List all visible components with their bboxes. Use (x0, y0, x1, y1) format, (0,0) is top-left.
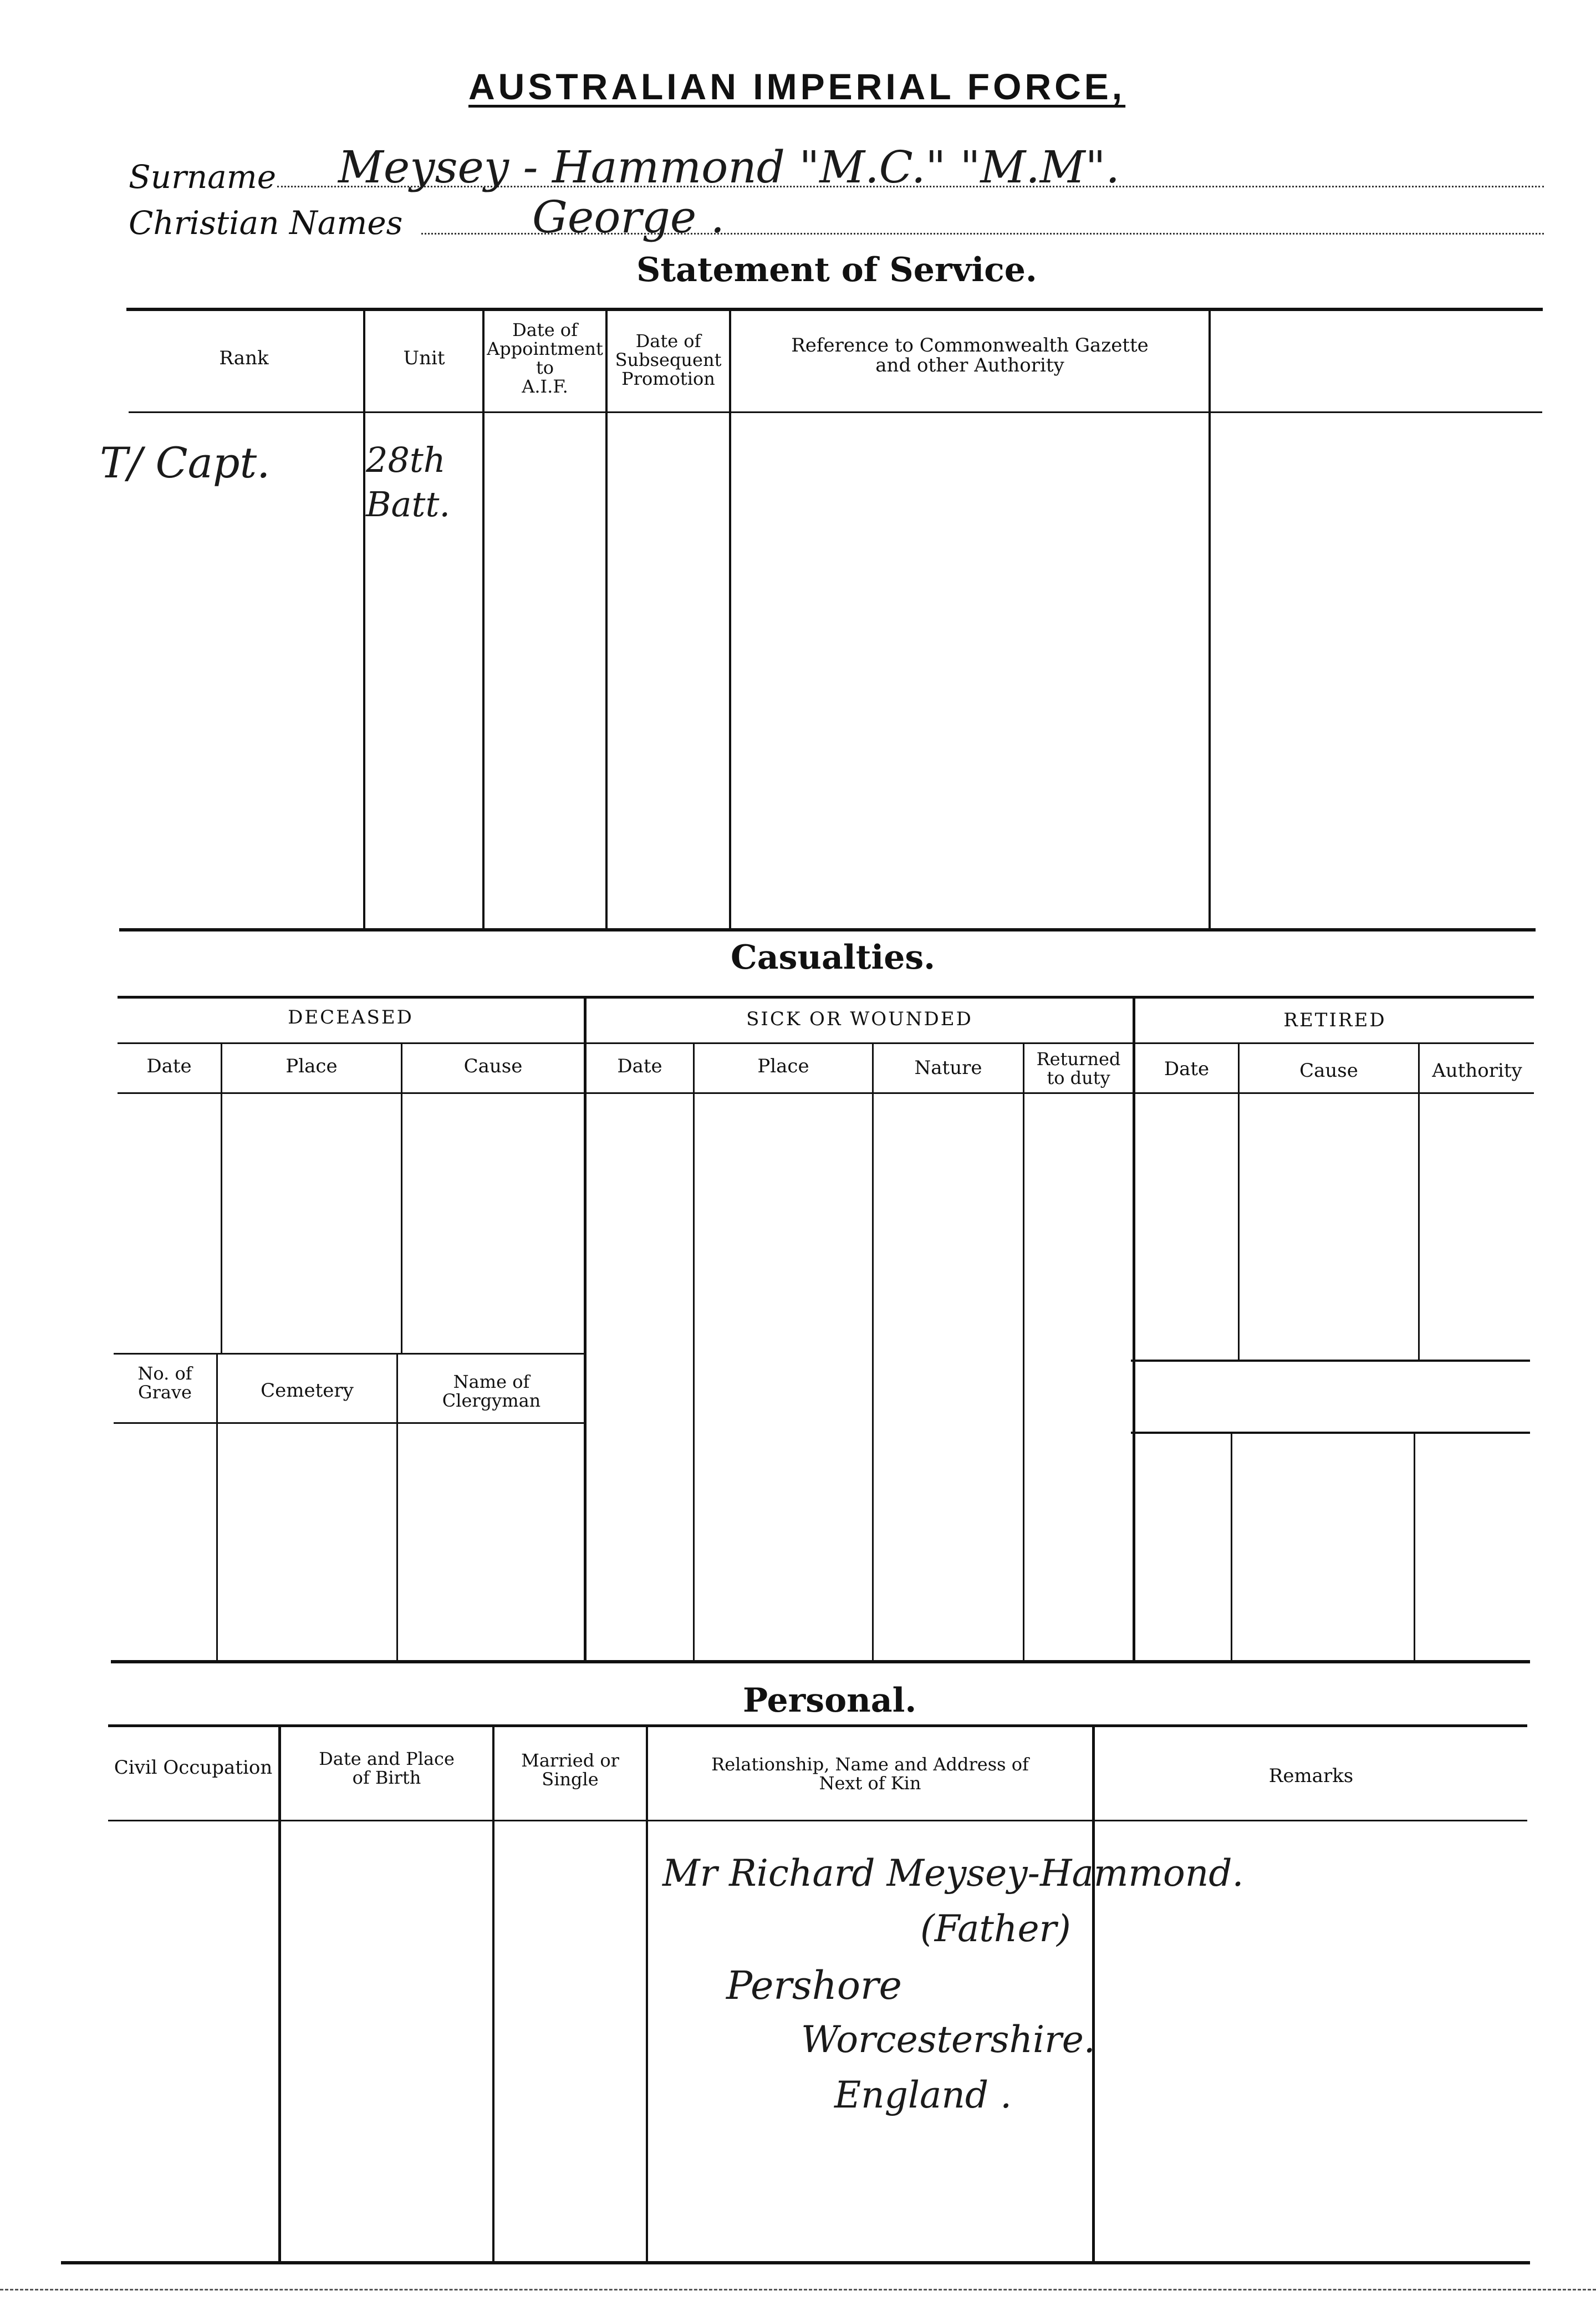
service-header-rule (129, 411, 1542, 413)
kin-relationship: (Father) (920, 1907, 1071, 1950)
casualties-header-rule (118, 1092, 1534, 1094)
deceased-cemetery: Cemetery (261, 1380, 354, 1402)
kin-county: Worcestershire. (801, 2018, 1095, 2061)
service-heading: Statement of Service. (636, 251, 1037, 289)
casualties-group-divider (1133, 997, 1135, 1661)
deceased-col-divider (221, 1043, 222, 1354)
deceased-mid-rule (114, 1353, 585, 1355)
deceased-clergyman: Name of Clergyman (442, 1371, 541, 1411)
personal-kin: Relationship, Name and Address of Next of Kin (711, 1754, 1029, 1794)
service-col-divider (363, 309, 365, 929)
personal-remarks: Remarks (1268, 1765, 1354, 1787)
retired-mid-rule (1131, 1432, 1530, 1434)
retired-mid-rule (1131, 1360, 1530, 1362)
deceased-place: Place (285, 1055, 338, 1077)
unit-entry: 28th Batt. (366, 440, 451, 525)
kin-name: Mr Richard Meysey-Hammond. (662, 1852, 1244, 1895)
sick-label: SICK OR WOUNDED (746, 1008, 973, 1030)
rank-entry: T/ Capt. (100, 438, 271, 487)
personal-top-rule (108, 1724, 1527, 1727)
kin-town: Pershore (726, 1963, 902, 2008)
kin-country: England . (834, 2074, 1012, 2116)
casualties-bottom-rule (111, 1660, 1530, 1663)
christian-names-label: Christian Names (129, 204, 403, 242)
service-col-divider (482, 309, 485, 929)
service-col-divider (1209, 309, 1211, 929)
personal-col-divider (646, 1725, 648, 2262)
personal-col-divider (1092, 1725, 1095, 2262)
retired-authority: Authority (1432, 1060, 1522, 1082)
deceased-date: Date (146, 1055, 192, 1077)
personal-birth: Date and Place of Birth (319, 1748, 455, 1788)
col-reference: Reference to Commonwealth Gazette and other Authority (791, 334, 1149, 376)
sick-date: Date (617, 1055, 662, 1077)
service-col-divider (729, 309, 731, 929)
surname-label: Surname (129, 158, 277, 196)
col-rank: Rank (219, 347, 269, 369)
sick-col-divider (872, 1043, 874, 1661)
sick-place: Place (757, 1055, 809, 1077)
personal-married: Married or Single (521, 1750, 619, 1790)
deceased-grave: No. of Grave (137, 1363, 192, 1403)
scan-edge-line (0, 2289, 1596, 2290)
casualties-group-divider (584, 997, 587, 1661)
retired-date: Date (1164, 1058, 1210, 1080)
surname-value: Meysey - Hammond "M.C." "M.M". (338, 141, 1120, 193)
casualties-top-rule (118, 996, 1534, 999)
personal-col-divider (278, 1725, 281, 2262)
retired-col-divider (1238, 1043, 1240, 1360)
retired-label: RETIRED (1283, 1009, 1386, 1031)
deceased-col-divider (401, 1043, 402, 1354)
retired-col-divider (1414, 1433, 1415, 1661)
sick-col-divider (1023, 1043, 1024, 1661)
casualties-heading: Casualties. (731, 938, 936, 977)
col-appointment: Date of Appointment to A.I.F. (487, 319, 603, 397)
deceased-label: DECEASED (288, 1006, 414, 1029)
casualties-group-rule (118, 1042, 1534, 1044)
sick-nature: Nature (914, 1057, 982, 1079)
sick-returned: Returned to duty (1036, 1048, 1121, 1088)
personal-heading: Personal. (743, 1681, 917, 1720)
sick-col-divider (693, 1043, 695, 1661)
deceased-cause: Cause (463, 1055, 523, 1077)
service-top-rule (126, 308, 1543, 311)
service-col-divider (605, 309, 608, 929)
personal-header-rule (108, 1820, 1527, 1821)
col-unit: Unit (403, 347, 445, 369)
retired-cause: Cause (1299, 1060, 1358, 1082)
form-title: AUSTRALIAN IMPERIAL FORCE, (468, 66, 1126, 107)
personal-bottom-rule (61, 2261, 1530, 2264)
deceased-sub-header-rule (114, 1422, 585, 1424)
christian-names-value: George . (532, 191, 725, 243)
personal-occupation: Civil Occupation (114, 1757, 273, 1779)
col-promotion: Date of Subsequent Promotion (615, 330, 722, 389)
retired-col-divider (1231, 1433, 1232, 1661)
service-bottom-rule (119, 928, 1536, 931)
personal-col-divider (492, 1725, 494, 2262)
retired-col-divider (1418, 1043, 1420, 1360)
